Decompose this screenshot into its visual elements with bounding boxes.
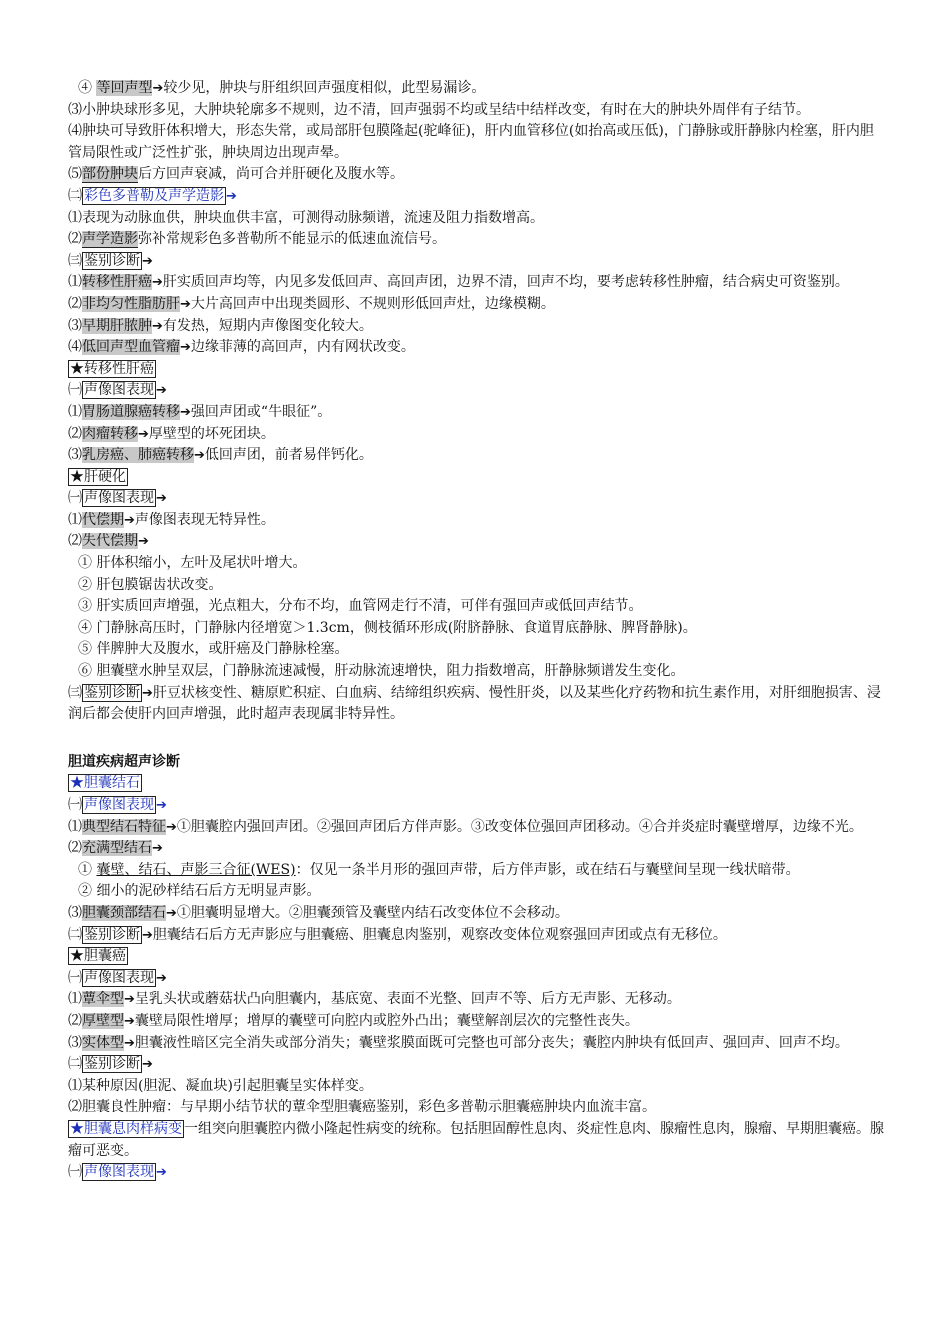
arrow-icon: ➔	[142, 685, 153, 701]
text-line: ⑴表现为动脉血供，肿块血供丰富，可测得动脉频谱，流速及阻力指数增高。	[68, 209, 544, 226]
list-item: ④ 门静脉高压时，门静脉内径增宽＞1.3cm，侧枝循环形成(附脐静脉、食道胃底静脉、脾肾静脉)。	[78, 619, 697, 636]
section-box: 彩色多普勒及声学造影	[84, 187, 224, 204]
topic-heading	[68, 946, 886, 968]
text-line: ⑵肉瘤转移➔厚壁型的坏死团块。	[68, 425, 275, 442]
section-heading: ㈠ 声像图表现 ➔	[68, 1164, 167, 1181]
section-box: 声像图表现	[84, 969, 154, 986]
arrow-icon: ➔	[156, 970, 167, 986]
list-item: ③ 肝实质回声增强，光点粗大，分布不均，血管网走行不清，可伴有强回声或低回声结节。	[78, 598, 643, 615]
text-line: ★胆囊息肉样病变 一组突向胆囊腔内微小隆起性病变的统称。包括胆固醇性息肉、炎症性息肉、腺瘤性息肉，腺瘤、早期胆囊癌。腺瘤可恶变。	[68, 1120, 884, 1159]
term-highlight: 厚壁型	[82, 1012, 124, 1029]
section-heading: ㈠ 声像图表现 ➔	[68, 969, 167, 986]
text-line: ④ 等回声型➔较少见，肿块与肝组织回声强度相似，此型易漏诊。	[78, 80, 486, 96]
term-highlight: 等回声型	[96, 80, 153, 96]
section-heading: ㈢ 鉴别诊断 ➔	[68, 252, 153, 269]
term-highlight: 失代偿期	[82, 533, 138, 550]
list-item: ① 囊壁、结石、声影三合征(WES)：仅见一条半月形的强回声带，后方伴声影，或在结石与囊壁间呈现一线状暗带。	[78, 861, 800, 878]
section-heading: ㈠ 声像图表现 ➔	[68, 490, 167, 507]
text-line: ⑷低回声型血管瘤➔边缘菲薄的高回声，内有网状改变。	[68, 339, 415, 356]
arrow-icon: ➔	[138, 426, 149, 442]
arrow-icon: ➔	[124, 512, 135, 528]
list-item: ② 细小的泥砂样结石后方无明显声影。	[78, 883, 321, 900]
arrow-icon: ➔	[152, 841, 163, 857]
star-topic: ★肝硬化	[70, 468, 126, 485]
section-heading: ㈠ 声像图表现 ➔	[68, 797, 167, 813]
arrow-icon: ➔	[124, 992, 135, 1008]
term-highlight: 蕈伞型	[82, 991, 124, 1008]
term-highlight: 胃肠道腺癌转移	[82, 403, 180, 420]
section-box: 鉴别诊断	[84, 684, 140, 701]
section-box: 鉴别诊断	[84, 1056, 140, 1073]
text-line: ⑵非均匀性脂肪肝➔大片高回声中出现类圆形、不规则形低回声灶，边缘模糊。	[68, 295, 555, 312]
arrow-icon: ➔	[156, 383, 167, 399]
term-highlight: 实体型	[82, 1034, 124, 1051]
topic-heading	[68, 773, 886, 795]
text-line: ⑶早期肝脓肿➔有发热，短期内声像图变化较大。	[68, 317, 373, 334]
star-topic: ★胆囊癌	[70, 948, 126, 965]
arrow-icon: ➔	[156, 1165, 167, 1181]
term-highlight: 乳房癌、肺癌转移	[82, 447, 194, 464]
star-topic: ★胆囊息肉样病变	[70, 1120, 182, 1137]
term-highlight: 代偿期	[82, 511, 124, 528]
section-box: 声像图表现	[84, 490, 154, 507]
section-box: 声像图表现	[84, 1164, 154, 1181]
text-line: ㈡ 鉴别诊断 ➔胆囊结石后方无声影应与胆囊癌、胆囊息肉鉴别，观察改变体位观察强回声团或点有无移位。	[68, 926, 727, 943]
text-line: ⑴转移性肝癌➔肝实质回声均等，内见多发低回声、高回声团，边界不清，回声不均，要考虑转移性肿瘤，结合病史可资鉴别。	[68, 274, 849, 291]
arrow-icon: ➔	[166, 819, 177, 835]
text-line: ⑶乳房癌、肺癌转移➔低回声团，前者易伴钙化。	[68, 447, 373, 464]
term-highlight: 部份肿块	[82, 166, 138, 183]
text-line: ⑷肿块可导致肝体积增大，形态失常，或局部肝包膜隆起(驼峰征)，肝内血管移位(如抬高或压低)，门静脉或肝静脉内栓塞，肝内胆管局限性或广泛性扩张，肿块周边出现声晕。	[68, 123, 874, 161]
text-line: ⑸部份肿块后方回声衰减，尚可合并肝硬化及腹水等。	[68, 166, 404, 183]
text-line: ⑴典型结石特征➔①胆囊腔内强回声团。②强回声团后方伴声影。③改变体位强回声团移动。④合并炎症时囊壁增厚，边缘不光。	[68, 818, 863, 835]
section-box: 鉴别诊断	[84, 252, 140, 269]
arrow-icon: ➔	[166, 905, 177, 921]
arrow-icon: ➔	[180, 404, 191, 420]
text-line: ⑵胆囊良性肿瘤：与早期小结节状的蕈伞型胆囊癌鉴别，彩色多普勒示胆囊癌肿块内血流丰富。	[68, 1099, 656, 1116]
section-box: 声像图表现	[84, 382, 154, 399]
chapter-title: 胆道疾病超声诊断	[68, 753, 180, 770]
text-line: ⑵声学造影弥补常规彩色多普勒所不能显示的低速血流信号。	[68, 231, 446, 248]
section-box: 鉴别诊断	[84, 926, 140, 943]
arrow-icon: ➔	[138, 534, 149, 550]
text-line: ⑵失代偿期➔	[68, 533, 149, 550]
term-highlight: 早期肝脓肿	[82, 317, 152, 334]
list-item: ② 肝包膜锯齿状改变。	[78, 576, 223, 593]
section-box: 声像图表现	[84, 797, 154, 813]
arrow-icon: ➔	[156, 798, 167, 813]
arrow-icon: ➔	[180, 296, 191, 312]
term-highlight: 低回声型血管瘤	[82, 339, 180, 356]
arrow-icon: ➔	[156, 491, 167, 507]
text-line: ⑵厚壁型➔囊壁局限性增厚；增厚的囊壁可向腔内或腔外凸出；囊壁解剖层次的完整性丧失。	[68, 1012, 639, 1029]
arrow-icon: ➔	[152, 318, 163, 334]
star-topic: ★转移性肝癌	[70, 360, 154, 377]
document-page	[68, 78, 886, 1184]
term-highlight: 声学造影	[82, 231, 138, 248]
text-line: ㈢ 鉴别诊断 ➔肝豆状核变性、糖原贮积症、白血病、结缔组织疾病、慢性肝炎，以及某些化疗药物和抗生素作用，对肝细胞损害、浸润后都会使肝内回声增强，此时超声表现属非特异性。	[68, 684, 881, 723]
term-highlight: 胆囊颈部结石	[82, 904, 166, 921]
topic-heading	[68, 359, 886, 381]
text-line: ⑶胆囊颈部结石➔①胆囊明显增大。②胆囊颈管及囊壁内结石改变体位不会移动。	[68, 904, 569, 921]
arrow-icon: ➔	[124, 1035, 135, 1051]
star-topic: ★胆囊结石	[70, 775, 140, 792]
text-line: ⑶实体型➔胆囊液性暗区完全消失或部分消失；囊壁浆膜面既可完整也可部分丧失；囊腔内肿块有低回声、强回声、回声不均。	[68, 1034, 849, 1051]
list-item: ① 肝体积缩小，左叶及尾状叶增大。	[78, 555, 307, 572]
section-heading: ㈠ 声像图表现 ➔	[68, 382, 167, 399]
term-highlight: 肉瘤转移	[82, 425, 138, 442]
text-line: ⑶小肿块球形多见，大肿块轮廓多不规则，边不清，回声强弱不均或呈结中结样改变，有时在大的肿块外周伴有子结节。	[68, 101, 810, 118]
arrow-icon: ➔	[152, 81, 164, 96]
list-item: ⑥ 胆囊壁水肿呈双层，门静脉流速减慢，肝动脉流速增快，阻力指数增高，肝静脉频谱发生变化。	[78, 663, 685, 680]
arrow-icon: ➔	[226, 188, 237, 204]
term-highlight: 典型结石特征	[82, 818, 166, 835]
section-heading: ㈡ 彩色多普勒及声学造影 ➔	[68, 187, 237, 204]
arrow-icon: ➔	[142, 1057, 153, 1073]
section-heading: ㈡ 鉴别诊断 ➔	[68, 1056, 153, 1073]
arrow-icon: ➔	[142, 927, 153, 943]
underlined-term: 囊壁、结石、声影三合征(WES)	[96, 861, 296, 878]
arrow-icon: ➔	[180, 340, 191, 356]
topic-heading	[68, 467, 886, 489]
text-line: ⑴蕈伞型➔呈乳头状或蘑菇状凸向胆囊内，基底宽、表面不光整、回声不等、后方无声影、无移动。	[68, 991, 681, 1008]
arrow-icon: ➔	[194, 448, 205, 464]
arrow-icon: ➔	[152, 275, 163, 291]
text-line: ⑴某种原因(胆泥、凝血块)引起胆囊呈实体样变。	[68, 1077, 373, 1094]
text-line: ⑴胃肠道腺癌转移➔强回声团或“牛眼征”。	[68, 403, 332, 420]
text-line: ⑴代偿期➔声像图表现无特异性。	[68, 511, 275, 528]
list-item: ⑤ 伴脾肿大及腹水，或肝癌及门静脉栓塞。	[78, 641, 349, 658]
term-highlight: 非均匀性脂肪肝	[82, 295, 180, 312]
term-highlight: 充满型结石	[82, 840, 152, 857]
arrow-icon: ➔	[142, 253, 153, 269]
text-line: ⑵充满型结石➔	[68, 840, 163, 857]
arrow-icon: ➔	[124, 1013, 135, 1029]
term-highlight: 转移性肝癌	[82, 274, 152, 291]
